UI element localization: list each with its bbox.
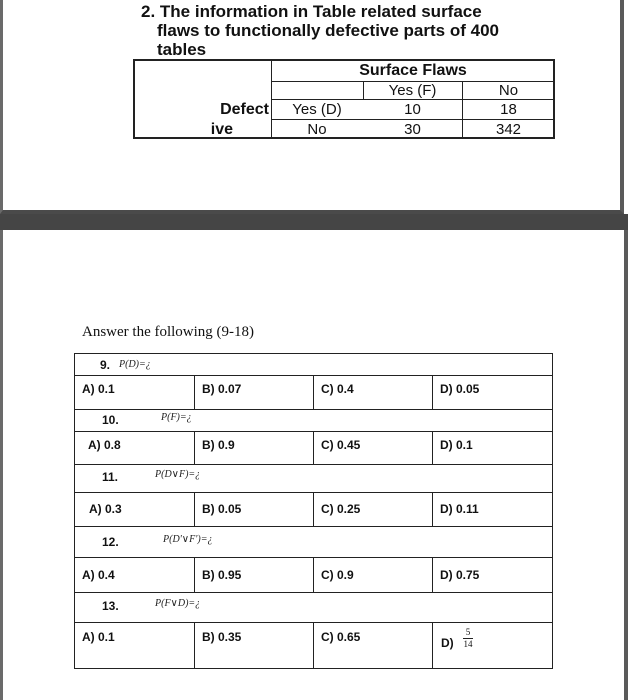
option-b[interactable]: B) 0.95 (202, 568, 242, 582)
question-expression: P(D'∨F')=¿ (163, 534, 213, 545)
option-d[interactable]: D) (441, 636, 454, 650)
question-2-line-3: tables (157, 40, 207, 59)
question-number: 10. (102, 413, 119, 427)
question-number: 9. (100, 358, 111, 372)
row-header-yes-d: Yes (D) (292, 101, 342, 118)
col-divider (432, 375, 433, 409)
question-number: 12. (102, 535, 119, 549)
row-divider (75, 526, 552, 527)
option-c[interactable]: C) 0.9 (321, 568, 354, 582)
question-expression: P(D)=¿ (119, 359, 151, 370)
col-divider (313, 492, 314, 526)
option-b[interactable]: B) 0.05 (202, 502, 242, 516)
option-c[interactable]: C) 0.65 (321, 630, 361, 644)
col-header-no: No (498, 82, 519, 99)
multiple-choice-table (74, 353, 553, 669)
question-expression: P(F∨D)=¿ (155, 598, 201, 609)
row-divider (75, 409, 552, 410)
question-expression: P(D∨F)=¿ (155, 469, 201, 480)
option-d[interactable]: D) 0.11 (440, 502, 479, 516)
col-divider (313, 375, 314, 409)
cell-yes-d-no-f: 18 (500, 101, 517, 118)
question-2-text (141, 2, 561, 59)
col-divider (313, 622, 314, 668)
table-divider (271, 99, 555, 100)
col-divider (313, 431, 314, 464)
question-number: 13. (102, 599, 119, 613)
surface-flaws-table (133, 59, 555, 139)
fraction-numerator: 5 (465, 627, 471, 637)
option-d[interactable]: D) 0.05 (440, 382, 480, 396)
col-divider (194, 622, 195, 668)
option-b[interactable]: B) 0.9 (202, 438, 235, 452)
option-a[interactable]: A) 0.3 (89, 502, 122, 516)
cell-yes-d-yes-f: 10 (404, 101, 421, 118)
option-d[interactable]: D) 0.1 (440, 438, 473, 452)
col-header-yes-f: Yes (F) (388, 82, 437, 99)
col-divider (194, 431, 195, 464)
option-d[interactable]: D) 0.75 (440, 568, 480, 582)
option-d-fraction (463, 628, 473, 649)
question-2-line-1: 2. The information in Table related surface (141, 2, 482, 21)
option-a[interactable]: A) 0.4 (82, 568, 115, 582)
row-divider (75, 464, 552, 465)
surface-flaws-header: Surface Flaws (359, 62, 467, 79)
cell-no-d-yes-f: 30 (404, 121, 421, 138)
col-divider (432, 431, 433, 464)
answer-heading: Answer the following (9-18) (82, 324, 255, 340)
col-divider (313, 557, 314, 592)
question-2-line-2: flaws to functionally defective parts of 400 (157, 21, 499, 40)
table-divider (271, 119, 555, 120)
fraction-denominator: 14 (463, 639, 473, 649)
cell-no-d-no-f: 342 (495, 121, 522, 138)
question-number: 11. (102, 470, 119, 484)
row-divider (75, 592, 552, 593)
col-divider (194, 492, 195, 526)
col-divider (432, 557, 433, 592)
option-b[interactable]: B) 0.35 (202, 630, 242, 644)
option-c[interactable]: C) 0.45 (321, 438, 361, 452)
option-a[interactable]: A) 0.1 (82, 382, 115, 396)
defective-label-2: ive (210, 121, 233, 138)
col-divider (194, 557, 195, 592)
option-a[interactable]: A) 0.1 (82, 630, 115, 644)
option-c[interactable]: C) 0.25 (321, 502, 361, 516)
option-c[interactable]: C) 0.4 (321, 382, 354, 396)
col-divider (194, 375, 195, 409)
option-a[interactable]: A) 0.8 (88, 438, 121, 452)
question-2-card (0, 0, 624, 214)
option-b[interactable]: B) 0.07 (202, 382, 242, 396)
page-separator (0, 214, 628, 230)
col-divider (432, 622, 433, 668)
question-expression: P(F)=¿ (161, 412, 192, 423)
defective-label-1: Defect (220, 101, 269, 118)
col-divider (432, 492, 433, 526)
row-header-no: No (307, 121, 327, 138)
